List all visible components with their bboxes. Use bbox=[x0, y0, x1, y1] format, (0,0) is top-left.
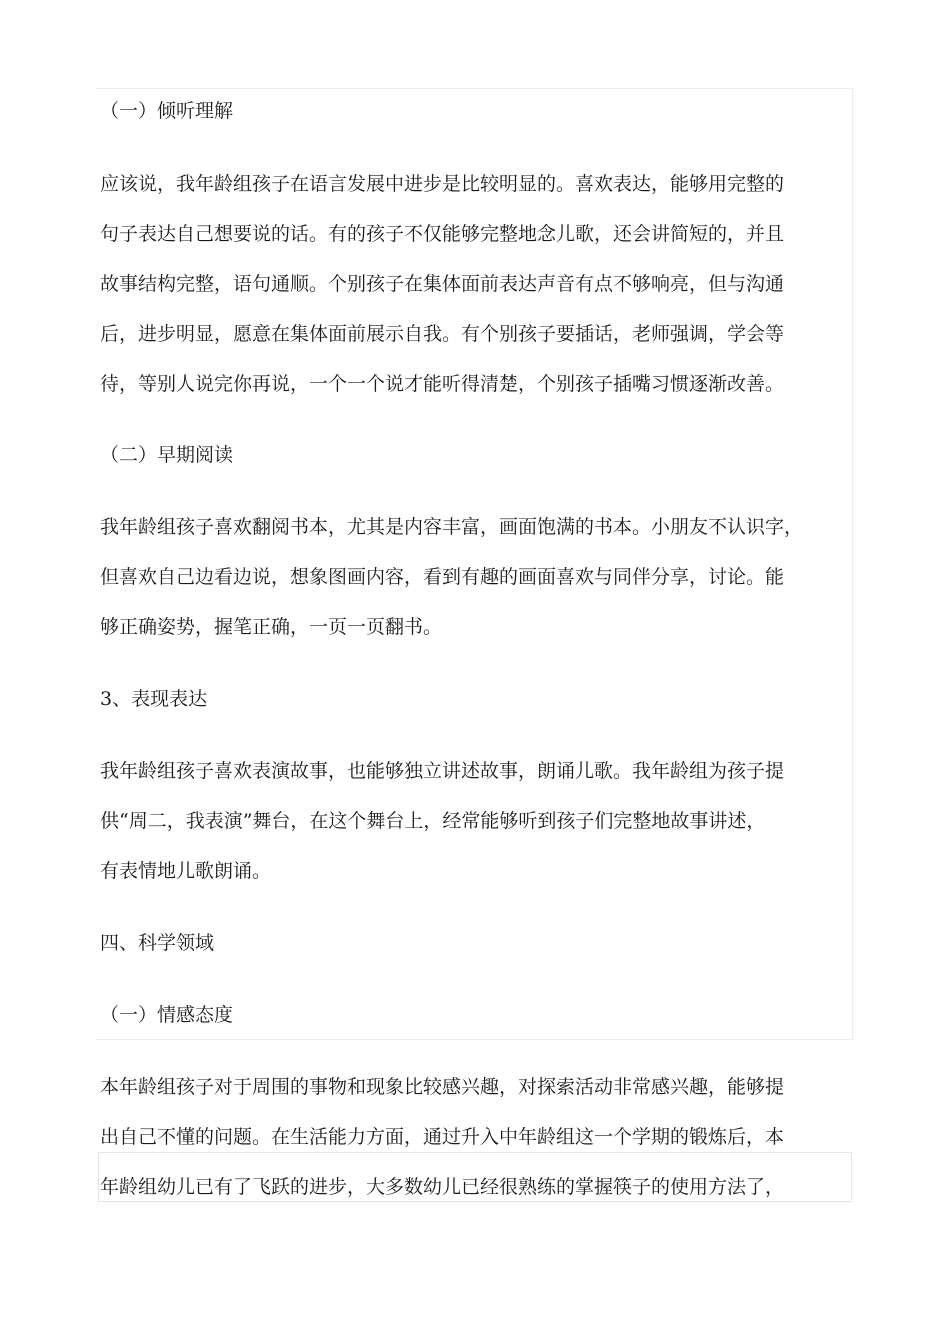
text-line: 但喜欢自己边看边说，想象图画内容，看到有趣的画面喜欢与同伴分享，讨论。能 bbox=[100, 566, 785, 588]
heading-listening: （一）倾听理解 bbox=[100, 100, 234, 122]
text-line: 出自己不懂的问题。在生活能力方面，通过升入中年龄组这一个学期的锻炼后，本 bbox=[100, 1126, 785, 1148]
text-line: 本年龄组孩子对于周围的事物和现象比较感兴趣，对探索活动非常感兴趣，能够提 bbox=[100, 1076, 785, 1098]
text-line: 我年龄组孩子喜欢表演故事，也能够独立讲述故事，朗诵儿歌。我年龄组为孩子提 bbox=[100, 760, 785, 782]
heading-early-reading: （二）早期阅读 bbox=[100, 444, 234, 466]
heading-emotion-attitude: （一）情感态度 bbox=[100, 1004, 234, 1026]
text-line: 故事结构完整，语句通顺。个别孩子在集体面前表达声音有点不够响亮，但与沟通 bbox=[100, 273, 785, 295]
text-line: 供“周二，我表演”舞台，在这个舞台上，经常能够听到孩子们完整地故事讲述， bbox=[100, 810, 766, 832]
paragraph-early-reading bbox=[100, 502, 850, 652]
text-line: 我年龄组孩子喜欢翻阅书本，尤其是内容丰富，画面饱满的书本。小朋友不认识字， bbox=[100, 516, 804, 538]
text-line: 年龄组幼儿已有了飞跃的进步，大多数幼儿已经很熟练的掌握筷子的使用方法了， bbox=[100, 1176, 785, 1198]
text-line: 后，进步明显，愿意在集体面前展示自我。有个别孩子要插话，老师强调，学会等 bbox=[100, 323, 785, 345]
text-line: 够正确姿势，握笔正确，一页一页翻书。 bbox=[100, 616, 443, 638]
text-line: 有表情地儿歌朗诵。 bbox=[100, 860, 272, 882]
paragraph-listening bbox=[100, 159, 850, 409]
text-line: 句子表达自己想要说的话。有的孩子不仅能够完整地念儿歌，还会讲简短的，并且 bbox=[100, 223, 785, 245]
text-line: 待，等别人说完你再说，一个一个说才能听得清楚，个别孩子插嘴习惯逐渐改善。 bbox=[100, 373, 785, 395]
heading-science: 四、科学领域 bbox=[100, 932, 215, 954]
paragraph-emotion-attitude bbox=[100, 1062, 850, 1212]
heading-expression: 3、表现表达 bbox=[100, 688, 208, 710]
text-line: 应该说，我年龄组孩子在语言发展中进步是比较明显的。喜欢表达，能够用完整的 bbox=[100, 173, 785, 195]
paragraph-expression bbox=[100, 746, 850, 896]
